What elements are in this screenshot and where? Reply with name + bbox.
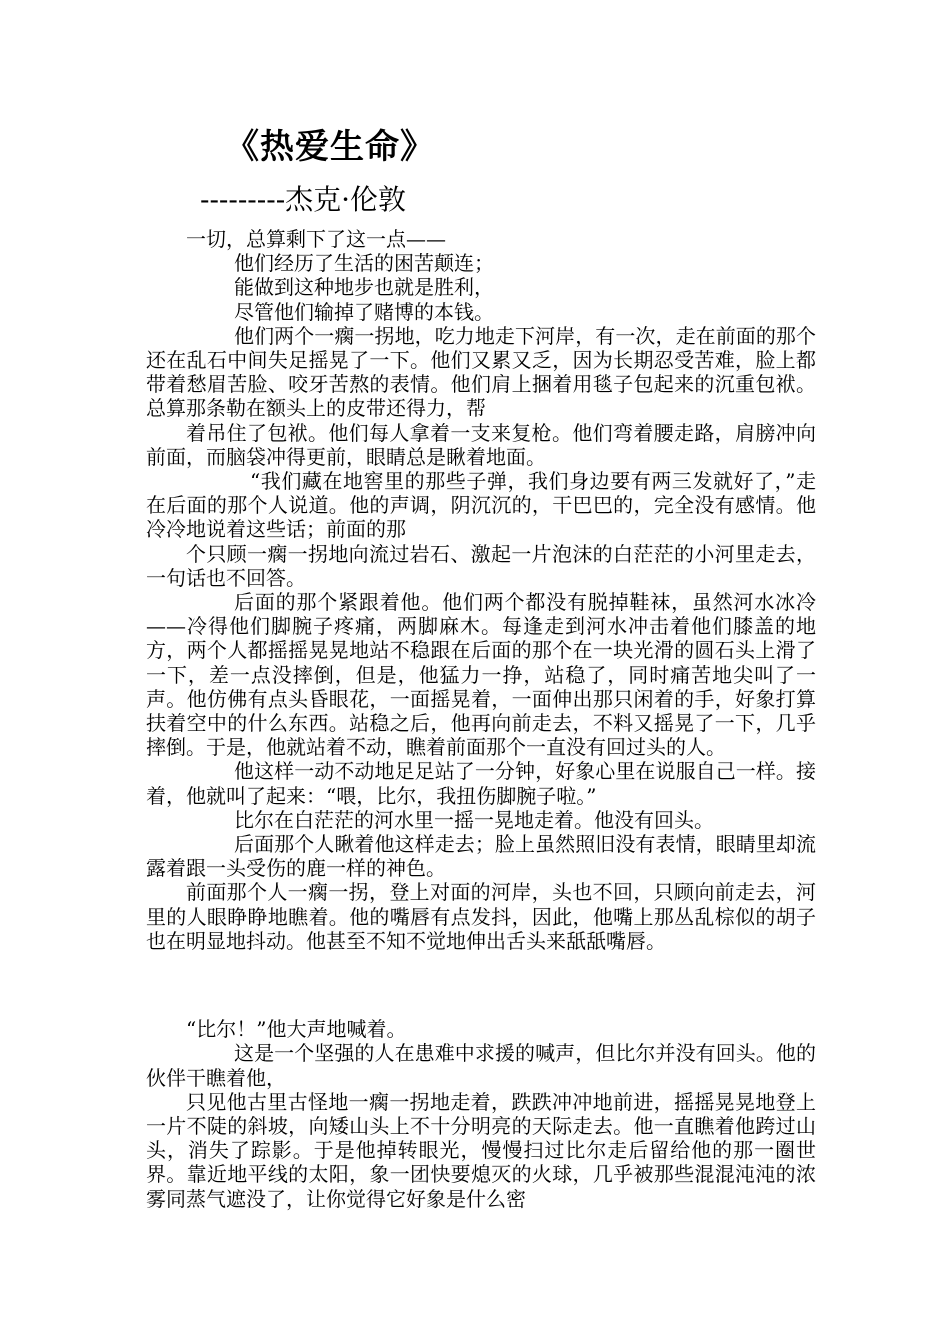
paragraph: 个只顾一瘸一拐地向流过岩石、激起一片泡沫的白茫茫的小河里走去，一句话也不回答。 [146, 541, 816, 590]
paragraph: 前面那个人一瘸一拐，登上对面的河岸，头也不回，只顾向前走去，河里的人眼睁睁地瞧着。他的嘴唇有点发抖，因此，他嘴上那丛乱棕似的胡子也在明显地抖动。他甚至不知不觉地伸出舌头来舐舐嘴唇。 [146, 880, 816, 953]
document-body [146, 227, 816, 1211]
paragraph: 着吊住了包袱。他们每人拿着一支来复枪。他们弯着腰走路，肩膀冲向前面，而脑袋冲得更前，眼睛总是瞅着地面。 [146, 420, 816, 469]
paragraph: 他们两个一瘸一拐地，吃力地走下河岸，有一次，走在前面的那个还在乱石中间失足摇晃了一下。他们又累又乏，因为长期忍受苦难，脸上都带着愁眉苦脸、咬牙苦熬的表情。他们肩上捆着用毯子包起来的沉重包袱。总算那条勒在额头上的皮带还得力，帮 [146, 323, 816, 421]
paragraph: 尽管他们输掉了赌博的本钱。 [234, 299, 494, 324]
paragraph: 比尔在白茫茫的河水里一摇一晃地走着。他没有回头。 [234, 807, 714, 832]
paragraph: 能做到这种地步也就是胜利， [234, 275, 494, 300]
paragraph-gap [146, 973, 816, 997]
paragraph: 这是一个坚强的人在患难中求援的喊声，但比尔并没有回头。他的伙伴干瞧着他， [146, 1041, 816, 1090]
paragraph: “比尔！”他大声地喊着。 [186, 1017, 407, 1042]
author-line: ---------杰克·伦敦 [200, 183, 407, 216]
paragraph: 一切，总算剩下了这一点—— [186, 227, 446, 251]
paragraph: 他这样一动不动地足足站了一分钟，好象心里在说服自己一样。接着，他就叫了起来：“喂，比尔，我扭伤脚腕子啦。” [146, 759, 816, 808]
paragraph: 后面那个人瞅着他这样走去；脸上虽然照旧没有表情，眼睛里却流露着跟一头受伤的鹿一样的神色。 [146, 832, 816, 881]
paragraph: 只见他古里古怪地一瘸一拐地走着，跌跌冲冲地前进，摇摇晃晃地登上一片不陡的斜坡，向矮山头上不十分明亮的天际走去。他一直瞧着他跨过山头，消失了踪影。于是他掉转眼光，慢慢扫过比尔走后留给他的那一圈世界。靠近地平线的太阳，象一团快要熄灭的火球，几乎被那些混混沌沌的浓雾同蒸气遮没了，让你觉得它好象是什么密 [146, 1089, 816, 1211]
document-title: 《热爱生命》 [225, 127, 435, 167]
paragraph: “我们藏在地窖里的那些子弹，我们身边要有两三发就好了，”走在后面的那个人说道。他的声调，阴沉沉的，干巴巴的，完全没有感情。他冷冷地说着这些话；前面的那 [146, 469, 816, 542]
paragraph: 他们经历了生活的困苦颠连； [234, 251, 494, 276]
paragraph: 后面的那个紧跟着他。他们两个都没有脱掉鞋袜，虽然河水冰冷——冷得他们脚腕子疼痛，两脚麻木。每逢走到河水冲击着他们膝盖的地方，两个人都摇摇晃晃地站不稳跟在后面的那个在一块光滑的圆石头上滑了一下，差一点没摔倒，但是，他猛力一挣，站稳了，同时痛苦地尖叫了一声。他仿佛有点头昏眼花，一面摇晃着，一面伸出那只闲着的手，好象打算扶着空中的什么东西。站稳之后，他再向前走去，不料又摇晃了一下，几乎摔倒。于是，他就站着不动，瞧着前面那个一直没有回过头的人。 [146, 590, 816, 760]
